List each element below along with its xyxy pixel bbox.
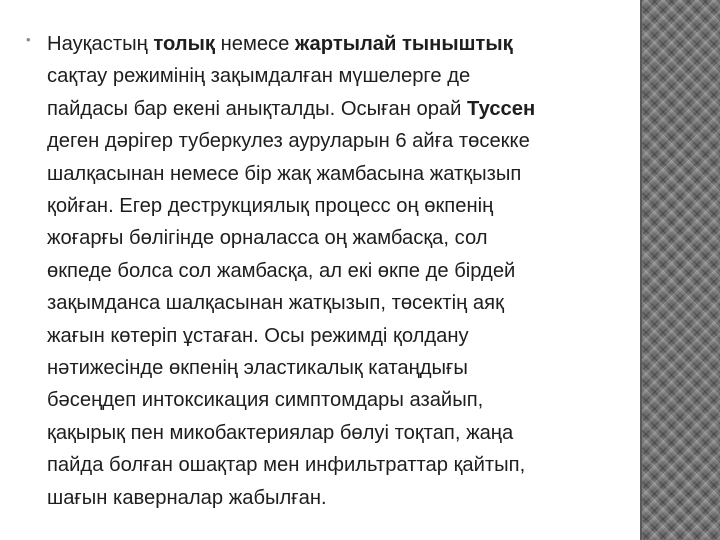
text-run: бәсеңдеп интоксикация симптомдары азайып, xyxy=(47,389,484,412)
text-run: жоғарғы бөлігінде орналасса оң жамбасқа, сол xyxy=(47,227,488,250)
text-line xyxy=(47,255,622,287)
text-line xyxy=(47,125,622,157)
text-line xyxy=(47,93,622,125)
text-line xyxy=(47,352,622,384)
text-run: қақырық пен микобактериялар бөлуі тоқтап, жаңа xyxy=(47,421,514,444)
text-run: пайдасы бар екені анықталды. Осыған орай xyxy=(47,97,468,120)
text-run: жағын көтеріп ұстаған. Осы режимді қолдану xyxy=(47,324,469,347)
bullet-icon: • xyxy=(26,32,31,47)
text-run: деген дәрігер туберкулез ауруларын 6 айға төсекке xyxy=(47,130,530,153)
text-run: Науқастың xyxy=(47,33,154,55)
text-line xyxy=(47,417,622,449)
text-line xyxy=(47,158,622,190)
text-run: пайда болған ошақтар мен инфильтраттар қайтып, xyxy=(47,454,526,477)
text-run: сақтау режимінің зақымдалған мүшелерге де xyxy=(47,65,471,88)
text-run: немесе xyxy=(214,33,295,55)
text-line xyxy=(47,222,622,254)
bold-text-run: жартылай тыныштық xyxy=(295,33,513,55)
text-line xyxy=(47,482,622,514)
text-line xyxy=(47,320,622,352)
text-line xyxy=(47,384,622,416)
text-line xyxy=(47,60,622,92)
text-line xyxy=(47,28,622,60)
text-run: нәтижесінде өкпенің эластикалық катаңдығы xyxy=(47,357,468,380)
bold-text-run: толық xyxy=(153,33,215,55)
text-run: өкпеде болса сол жамбасқа, ал екі өкпе де бірдей xyxy=(47,259,516,282)
slide-body-text xyxy=(47,28,622,514)
text-line xyxy=(47,287,622,319)
text-run: шалқасынан немесе бір жақ жамбасына жатқызып xyxy=(47,162,522,185)
text-line xyxy=(47,449,622,481)
decorative-side-pattern xyxy=(640,0,720,540)
text-line xyxy=(47,190,622,222)
text-run: қойған. Егер деструкциялық процесс оң өкпенің xyxy=(47,195,494,218)
text-run: зақымданса шалқасынан жатқызып, төсектің аяқ xyxy=(47,292,504,315)
text-run: шағын каверналар жабылған. xyxy=(47,486,327,509)
bold-text-run: Туссен xyxy=(467,97,536,120)
